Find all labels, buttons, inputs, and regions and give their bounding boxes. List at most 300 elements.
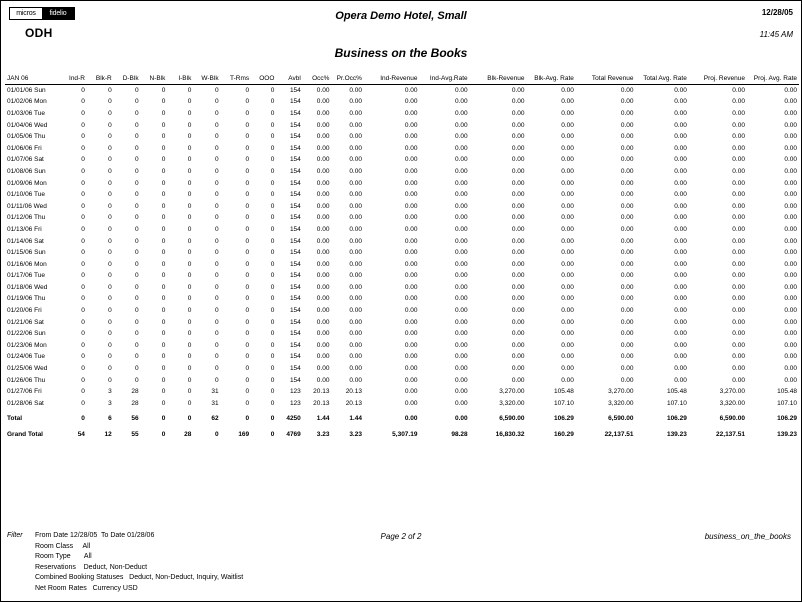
table-cell: 123 [289, 388, 301, 396]
table-row [5, 352, 799, 364]
filter-line: Reservations Deduct, Non-Deduct [35, 563, 148, 571]
table-cell: 0 [245, 249, 250, 257]
table-row [5, 131, 799, 143]
table-cell: 154 [289, 318, 301, 326]
table-cell: 0 [134, 86, 139, 94]
table-cell: 0 [134, 307, 139, 315]
table-cell: 0 [187, 388, 192, 396]
filter-line: From Date 12/28/05 To Date 01/28/06 [35, 532, 155, 539]
table-cell: 160.29 [554, 431, 574, 439]
table-cell: 0 [214, 98, 219, 106]
table-cell: 0.00 [316, 86, 330, 94]
table-cell: 01/05/06 Thu [7, 133, 46, 141]
table-cell: 4250 [286, 415, 301, 423]
table-cell: 0 [245, 353, 250, 361]
table-cell: 55 [131, 431, 139, 439]
col-header-proj-revenue: Proj. Revenue [689, 75, 747, 85]
table-cell: 01/18/06 Wed [7, 283, 48, 291]
table-cell: 28 [131, 388, 139, 396]
table-cell: 0.00 [784, 272, 797, 280]
table-cell: 0.00 [561, 167, 574, 175]
table-cell: 0 [214, 249, 219, 257]
table-cell: 154 [289, 133, 301, 141]
table-cell: 154 [289, 353, 301, 361]
table-cell: 169 [238, 431, 250, 439]
table-cell: 0.00 [784, 318, 797, 326]
table-cell: 106.29 [777, 415, 797, 423]
table-cell: 0.00 [784, 214, 797, 222]
table-cell: 0 [134, 225, 139, 233]
table-cell: 0.00 [732, 376, 745, 384]
table-cell: 0 [187, 98, 192, 106]
col-header-occ-pct: Occ% [303, 75, 332, 85]
table-cell: 0 [108, 225, 112, 233]
table-cell: 0.00 [349, 365, 362, 373]
table-cell: 0.00 [620, 272, 634, 280]
page-number: Page 2 of 2 [380, 532, 422, 541]
table-cell: 0.00 [455, 202, 468, 210]
table-cell: 20.13 [313, 388, 330, 396]
table-cell: 0 [270, 295, 275, 303]
table-cell: 0.00 [674, 98, 687, 106]
table-cell: 0 [81, 133, 85, 141]
table-cell: 0.00 [316, 144, 330, 152]
table-cell: 0.00 [732, 98, 745, 106]
table-cell: 0 [187, 179, 192, 187]
table-cell: 56 [131, 415, 139, 423]
table-cell: 0.00 [620, 353, 634, 361]
table-cell: 0 [108, 191, 112, 199]
table-cell: 0 [161, 133, 166, 141]
table-cell: 0.00 [511, 86, 525, 94]
table-cell: 01/13/06 Fri [7, 225, 42, 233]
table-cell: 0.00 [784, 249, 797, 257]
table-cell: 0 [270, 249, 275, 257]
table-cell: 154 [289, 144, 301, 152]
table-cell: 0.00 [732, 283, 745, 291]
table-cell: 0.00 [511, 144, 525, 152]
table-cell: 0.00 [732, 156, 745, 164]
table-cell: 0.00 [316, 133, 330, 141]
col-header-n-blk: N-Blk [141, 75, 168, 85]
table-cell: 0.00 [316, 307, 330, 315]
table-cell: 5,307.19 [392, 431, 418, 439]
table-cell: 0.00 [620, 237, 634, 245]
table-cell: 0 [161, 237, 166, 245]
table-cell: 0.00 [620, 109, 634, 117]
table-cell: 0 [108, 330, 112, 338]
col-header-d-blk: D-Blk [114, 75, 141, 85]
table-cell: 0 [108, 214, 112, 222]
table-cell: 0 [161, 214, 166, 222]
table-cell: 0 [187, 225, 192, 233]
table-cell: 0.00 [784, 191, 797, 199]
page-title: Business on the Books [334, 46, 468, 60]
table-cell: 0.00 [674, 376, 687, 384]
table-row [5, 386, 799, 398]
table-cell: 0.00 [404, 214, 418, 222]
table-cell: 154 [289, 237, 301, 245]
table-cell: 0.00 [455, 376, 468, 384]
table-cell: 0.00 [620, 179, 634, 187]
table-cell: 0.00 [349, 330, 362, 338]
table-cell: 0 [270, 260, 275, 268]
table-cell: 0 [187, 214, 192, 222]
table-cell: 01/14/06 Sat [7, 237, 44, 245]
table-cell: 0 [270, 330, 275, 338]
table-cell: 0.00 [732, 330, 745, 338]
business-on-books-table [5, 75, 799, 441]
table-cell: 0 [134, 318, 139, 326]
table-cell: 0 [81, 260, 85, 268]
table-row [5, 328, 799, 340]
table-cell: 0.00 [349, 353, 362, 361]
table-cell: 01/21/06 Sat [7, 318, 44, 326]
table-cell: 0.00 [349, 86, 362, 94]
table-cell: 01/09/06 Mon [7, 179, 47, 187]
table-cell: 0.00 [349, 167, 362, 175]
table-cell: 0 [134, 237, 139, 245]
table-cell: 0 [81, 98, 85, 106]
table-cell: 0 [270, 121, 275, 129]
table-cell: 0 [245, 191, 250, 199]
table-cell: 0.00 [404, 272, 418, 280]
table-cell: 0.00 [511, 330, 525, 338]
col-header-blk-revenue: Blk-Revenue [470, 75, 527, 85]
table-cell: 0.00 [404, 98, 418, 106]
table-cell: 0.00 [561, 191, 574, 199]
table-row [5, 97, 799, 109]
table-cell: 0.00 [511, 376, 525, 384]
table-cell: 0.00 [620, 260, 634, 268]
table-cell: 0 [214, 86, 219, 94]
table-cell: 0 [214, 307, 219, 315]
table-cell: 0 [245, 295, 250, 303]
table-cell: 0 [187, 191, 192, 199]
table-cell: 0 [134, 365, 139, 373]
table-cell: 0 [81, 225, 85, 233]
table-cell: 0 [81, 272, 85, 280]
table-cell: 0.00 [349, 307, 362, 315]
table-cell: 0 [245, 225, 250, 233]
table-cell: 0.00 [349, 272, 362, 280]
table-cell: 0 [270, 214, 275, 222]
col-header-ind-revenue: Ind-Revenue [364, 75, 420, 85]
table-cell: 0 [134, 179, 139, 187]
table-cell: 0 [81, 295, 85, 303]
table-cell: 0.00 [511, 272, 525, 280]
table-cell: 0 [187, 341, 192, 349]
table-cell: 0 [270, 225, 275, 233]
table-cell: 0 [161, 167, 166, 175]
table-cell: 0 [161, 431, 166, 439]
table-cell: 0.00 [455, 318, 468, 326]
table-cell: 0.00 [561, 144, 574, 152]
table-cell: 20.13 [345, 399, 362, 407]
table-cell: 154 [289, 341, 301, 349]
table-cell: 0 [270, 376, 275, 384]
table-cell: 0.00 [784, 365, 797, 373]
table-row [5, 294, 799, 306]
table-cell: 0 [108, 365, 112, 373]
table-cell: 6,590.00 [499, 415, 525, 423]
table-cell: 0 [214, 121, 219, 129]
table-cell: 0 [270, 318, 275, 326]
table-cell: 0.00 [455, 98, 468, 106]
table-cell: 154 [289, 307, 301, 315]
table-cell: 20.13 [313, 399, 330, 407]
table-cell: 0 [161, 179, 166, 187]
table-cell: 6,590.00 [719, 415, 745, 423]
table-cell: 0 [245, 415, 250, 423]
table-cell: 0 [270, 179, 275, 187]
table-cell: 0.00 [674, 260, 687, 268]
table-cell: 0.00 [455, 330, 468, 338]
table-cell: 0.00 [455, 225, 468, 233]
table-cell: 0 [81, 179, 85, 187]
table-cell: 0.00 [511, 249, 525, 257]
table-cell: 0 [245, 341, 250, 349]
table-row [5, 282, 799, 294]
table-row [5, 398, 799, 410]
table-cell: 0.00 [511, 365, 525, 373]
table-cell: 0 [270, 98, 275, 106]
table-cell: 0.00 [404, 307, 418, 315]
table-cell: 0.00 [455, 365, 468, 373]
table-cell: 6 [108, 415, 112, 423]
table-cell: 0.00 [349, 98, 362, 106]
table-cell: 3 [108, 399, 112, 407]
table-cell: 0 [187, 399, 192, 407]
table-cell: 0.00 [561, 318, 574, 326]
table-cell: 0.00 [784, 307, 797, 315]
table-cell: 0.00 [561, 237, 574, 245]
table-cell: 139.23 [666, 431, 687, 439]
table-cell: 0.00 [784, 202, 797, 210]
table-cell: 3 [108, 388, 112, 396]
filter-line: Net Room Rates Currency USD [35, 584, 138, 592]
table-cell: 0 [134, 353, 139, 361]
table-cell: 0 [134, 191, 139, 199]
table-cell: 0.00 [732, 202, 745, 210]
table-cell: 0.00 [561, 156, 574, 164]
table-cell: 3,320.00 [719, 399, 745, 407]
table-cell: 0.00 [784, 376, 797, 384]
table-cell: 0.00 [349, 202, 362, 210]
table-cell: 0 [187, 330, 192, 338]
table-cell: 0 [134, 214, 139, 222]
table-cell: 0.00 [732, 341, 745, 349]
table-cell: 0 [134, 156, 139, 164]
table-cell: 01/27/06 Fri [7, 388, 42, 396]
table-cell: 0.00 [404, 260, 418, 268]
table-cell: 0 [81, 191, 85, 199]
table-cell: 0 [214, 365, 219, 373]
table-cell: 0 [214, 431, 219, 439]
table-cell: 01/11/06 Wed [7, 202, 47, 210]
table-cell: 0 [161, 388, 166, 396]
table-cell: 0.00 [316, 98, 330, 106]
table-cell: 0 [161, 272, 166, 280]
table-cell: 01/03/06 Tue [7, 109, 45, 117]
table-cell: 0 [214, 353, 219, 361]
table-cell: 0.00 [784, 237, 797, 245]
table-total-row [5, 410, 799, 426]
table-cell: 0.00 [674, 272, 687, 280]
table-cell: 0.00 [674, 167, 687, 175]
table-cell: 0.00 [732, 260, 745, 268]
table-cell: 0 [187, 307, 192, 315]
table-cell: 0.00 [349, 260, 362, 268]
table-cell: 154 [289, 191, 301, 199]
table-cell: 0 [245, 167, 250, 175]
table-cell: 0 [245, 283, 250, 291]
table-cell: 01/01/06 Sun [7, 86, 46, 94]
table-cell: 0.00 [732, 237, 745, 245]
table-cell: 0 [245, 399, 250, 407]
table-cell: 0.00 [316, 167, 330, 175]
table-cell: Total [7, 415, 23, 423]
table-cell: 0.00 [784, 295, 797, 303]
table-cell: 0.00 [404, 415, 418, 423]
table-cell: 0.00 [620, 144, 634, 152]
table-cell: 0.00 [784, 98, 797, 106]
table-cell: 0.00 [674, 307, 687, 315]
table-cell: 0 [81, 399, 85, 407]
table-cell: 0 [161, 307, 166, 315]
table-cell: 154 [289, 109, 301, 117]
table-cell: 01/20/06 Fri [7, 307, 42, 315]
table-cell: 0 [245, 133, 250, 141]
table-cell: 0 [108, 295, 112, 303]
table-cell: 0 [187, 260, 192, 268]
table-cell: 0.00 [349, 283, 362, 291]
table-cell: 154 [289, 214, 301, 222]
table-cell: 0.00 [511, 109, 525, 117]
table-cell: 0.00 [349, 133, 362, 141]
table-cell: 0.00 [674, 179, 687, 187]
table-cell: 01/08/06 Sun [7, 167, 46, 175]
table-cell: 0.00 [620, 365, 634, 373]
table-cell: 0 [270, 353, 275, 361]
table-row [5, 340, 799, 352]
table-cell: 0.00 [404, 365, 418, 373]
table-cell: 0.00 [404, 191, 418, 199]
table-cell: 0.00 [784, 179, 797, 187]
table-cell: 0.00 [561, 109, 574, 117]
table-cell: 0 [245, 318, 250, 326]
table-cell: 154 [289, 376, 301, 384]
table-cell: 0 [187, 376, 192, 384]
table-cell: 0 [270, 167, 275, 175]
table-cell: 0.00 [732, 225, 745, 233]
col-header-ind-avg-rate: Ind-Avg.Rate [419, 75, 469, 85]
table-cell: 0.00 [404, 283, 418, 291]
table-cell: 0.00 [620, 318, 634, 326]
table-cell: 0 [134, 376, 139, 384]
table-cell: 0 [81, 307, 85, 315]
table-cell: 0 [134, 167, 139, 175]
table-cell: 01/26/06 Thu [7, 376, 46, 384]
table-cell: 0 [270, 109, 275, 117]
table-cell: 0.00 [732, 307, 745, 315]
table-cell: 0.00 [455, 388, 468, 396]
table-cell: 0.00 [511, 98, 525, 106]
filter-line: Room Class All [35, 542, 91, 550]
table-cell: 154 [289, 272, 301, 280]
table-cell: 0.00 [455, 167, 468, 175]
table-cell: 0.00 [784, 225, 797, 233]
table-cell: 0 [187, 144, 192, 152]
col-header-blk-avg-rate: Blk-Avg. Rate [527, 75, 576, 85]
col-header-avbl: Avbl [276, 75, 302, 85]
table-row [5, 143, 799, 155]
table-row [5, 375, 799, 387]
filter-line: Combined Booking Statuses Deduct, Non-Deduct, Inquiry, Waitlist [35, 574, 244, 581]
table-cell: 0 [245, 98, 250, 106]
table-cell: 0.00 [674, 365, 687, 373]
table-cell: 0 [81, 415, 85, 423]
table-cell: 0 [270, 283, 275, 291]
table-cell: 4769 [286, 431, 301, 439]
header-date: 12/28/05 [761, 8, 793, 17]
table-cell: 0.00 [404, 341, 418, 349]
table-cell: 0 [245, 214, 250, 222]
table-cell: 6,590.00 [608, 415, 634, 423]
table-cell: 3,320.00 [608, 399, 634, 407]
table-cell: 0 [214, 272, 219, 280]
table-cell: 0.00 [784, 353, 797, 361]
table-cell: 0 [270, 156, 275, 164]
table-cell: 0.00 [404, 86, 418, 94]
table-cell: 0.00 [455, 179, 468, 187]
table-cell: 01/07/06 Sat [7, 156, 44, 164]
table-cell: 0.00 [784, 167, 797, 175]
table-cell: 0.00 [732, 318, 745, 326]
table-cell: 0 [214, 167, 219, 175]
table-cell: 0.00 [784, 283, 797, 291]
table-cell: 01/12/06 Thu [7, 214, 46, 222]
table-cell: 0 [270, 133, 275, 141]
table-cell: 0.00 [561, 283, 574, 291]
table-cell: 0 [214, 109, 219, 117]
table-cell: 1.44 [349, 415, 362, 423]
table-body [5, 85, 799, 441]
table-cell: 0 [161, 156, 166, 164]
table-cell: 0 [270, 237, 275, 245]
table-cell: 0.00 [404, 295, 418, 303]
table-cell: 0.00 [349, 214, 362, 222]
table-cell: 0.00 [511, 133, 525, 141]
table-cell: 3,270.00 [499, 388, 525, 396]
table-cell: 01/02/06 Mon [7, 98, 47, 106]
table-cell: 0 [134, 295, 139, 303]
table-cell: 0 [81, 109, 85, 117]
table-cell: 0 [187, 167, 192, 175]
table-cell: 0.00 [349, 121, 362, 129]
table-cell: 0.00 [561, 341, 574, 349]
table-cell: 0.00 [404, 156, 418, 164]
table-cell: 0.00 [316, 202, 330, 210]
table-cell: 0.00 [732, 86, 745, 94]
table-cell: 0.00 [561, 307, 574, 315]
table-cell: 0.00 [511, 295, 525, 303]
table-cell: 0 [270, 272, 275, 280]
table-cell: 0 [214, 330, 219, 338]
table-cell: 105.48 [666, 388, 687, 396]
table-cell: 0 [161, 191, 166, 199]
col-header-t-rms: T-Rms [221, 75, 252, 85]
